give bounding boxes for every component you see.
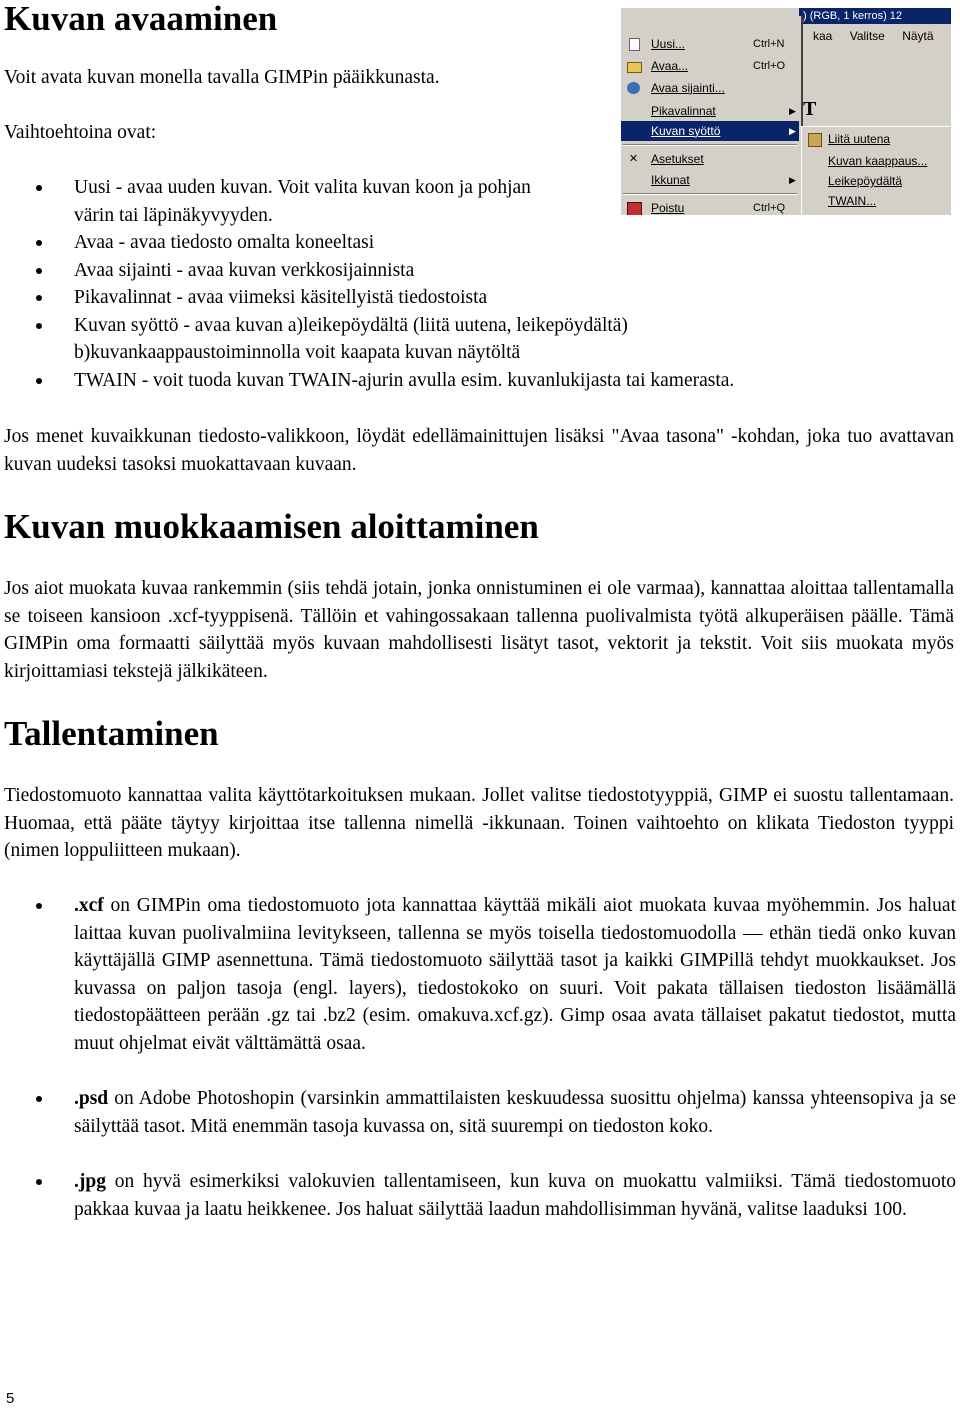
menu-item-new[interactable]: Uusi... Ctrl+N [621, 34, 799, 54]
globe-icon [627, 82, 640, 94]
file-menu [621, 16, 803, 215]
list-item: .jpg on hyvä esimerkiksi valokuvien tallentamiseen, kun kuva on muokattu valmiiksi. Tämä tiedostomuoto pakkaa kuvaa ja laatu heikkenee. Jos haluat säilyttää laadun mahdollisimman hyvänä, valitse laaduksi 100. [4, 1168, 956, 1223]
alternatives-label: Vaihtoehtoina ovat: [4, 122, 157, 143]
list-item: Avaa sijainti - avaa kuvan verkkosijainnista [4, 257, 904, 285]
list-item: .psd on Adobe Photoshopin (varsinkin ammattilaisten keskuudessa suosittu ohjelma) kanssa yhteensopiva ja se säilyttää tasot. Mitä enemmän tasoja kuvassa on, sitä suurempi on tiedoston koko. [4, 1085, 956, 1140]
heading-kuvan-avaaminen: Kuvan avaaminen [4, 0, 278, 38]
menu-item-windows[interactable]: Ikkunat ▶ [621, 170, 799, 190]
submenu-item-from-clipboard[interactable]: Leikepöydältä [828, 174, 903, 188]
file-format-list [4, 892, 956, 1251]
list-item: .xcf on GIMPin oma tiedostomuoto jota kannattaa käyttää mikäli aiot muokata kuvaa myöhemmin. Jos haluat laittaa kuvan puolivalmiina levitykseen, tallenna se myös toisella tiedostomuodolla — ethän tiedä onko kuvan käyttäjällä GIMP asennettuna. Tämä tiedostomuoto säilyttää tasot ja kaikki GIMPillä tehdyt muokkaukset. Jos kuvassa on paljon tasoja (engl. layers), tiedostokoko on suuri. Voit pakata tällaisen tiedoston lisäämällä tiedostopäätteen perään .gz tai .bz2 (esim. omakuva.xcf.gz). Gimp osaa avata tällaiset pakatut tiedostot, mutta muut ohjelmat eivät välttämättä osaa. [4, 892, 956, 1057]
list-item: Uusi - avaa uuden kuvan. Voit valita kuvan koon ja pohjan värin tai läpinäkyvyyden. [4, 174, 574, 229]
menu-kaa[interactable]: kaa [813, 29, 833, 43]
submenu-arrow-icon: ▶ [789, 106, 796, 116]
submenu-arrow-icon: ▶ [789, 175, 796, 185]
text-tool-icon: T [803, 98, 817, 120]
submenu-arrow-icon: ▶ [789, 126, 796, 136]
list-item: Kuvan syöttö - avaa kuvan a)leikepöydältä (liitä uutena, leikepöydältä) b)kuvankaappaustoiminnolla voit kaapata kuvan näytöltä [4, 312, 774, 367]
menu-nayta[interactable]: Näytä [902, 29, 934, 43]
clipboard-icon [808, 133, 822, 147]
menu-item-preferences[interactable]: ✕ Asetukset [628, 152, 704, 166]
list-item: TWAIN - voit tuoda kuvan TWAIN-ajurin avulla esim. kuvanlukijasta tai kamerasta. [4, 367, 904, 395]
menu-item-quit[interactable]: Poistu Ctrl+Q [621, 198, 799, 215]
menu-item-recent[interactable]: Pikavalinnat ▶ [621, 101, 799, 121]
intro-text: Voit avata kuvan monella tavalla GIMPin pääikkunasta. [4, 67, 440, 88]
list-item: Pikavalinnat - avaa viimeksi käsitellyistä tiedostoista [4, 284, 904, 312]
page-number: 5 [6, 1390, 15, 1407]
menu-item-open[interactable]: Avaa... Ctrl+O [621, 56, 799, 76]
open-folder-icon [627, 62, 642, 73]
submenu-item-paste-as-new[interactable]: Liitä uutena [802, 129, 951, 149]
saving-paragraph: Tiedostomuoto kannattaa valita käyttötarkoituksen mukaan. Jollet valitse tiedostotyyppiä, GIMP ei suostu tallentamaan. Huomaa, että pääte täytyy kirjoittaa itse tallenna nimellä -ikkunaan. Toinen vaihtoehto on klikata Tiedoston tyyppi (nimen loppuliitteen mukaan). [4, 785, 954, 861]
submenu-item-twain[interactable]: TWAIN... [828, 194, 877, 208]
new-file-icon [629, 38, 640, 51]
heading-kuvan-muokkaamisen-aloittaminen: Kuvan muokkaamisen aloittaminen [4, 507, 539, 546]
menu-valitse[interactable]: Valitse [849, 29, 885, 43]
editing-paragraph: Jos aiot muokata kuvaa rankemmin (siis tehdä jotain, jonka onnistuminen ei ole varmaa), kannattaa aloittaa tallentamalla se toiseen kansioon .xcf-tyyppisenä. Tällöin et vahingossakaan tallenna puolivalmista työtä alkuperäisen päälle. Tämä GIMPin oma formaatti säilyttää myös kuvaan mahdollisesti lisätyt tasot, vektorit ja tekstit. Voit siis muokata myös kirjoittamiasi tekstejä jälkikäteen. [4, 578, 954, 682]
window-titlebar: ) (RGB, 1 kerros) 12 [799, 8, 951, 24]
menubar [799, 24, 951, 48]
quit-icon [627, 202, 642, 215]
menu-item-acquire[interactable]: Kuvan syöttö ▶ [621, 121, 799, 141]
list-item: Avaa - avaa tiedosto omalta koneeltasi [4, 229, 904, 257]
menu-item-open-location[interactable]: Avaa sijainti... [621, 78, 799, 98]
acquire-submenu [801, 126, 951, 215]
gimp-file-menu-screenshot [621, 8, 951, 215]
tools-icon: ✕ [628, 153, 639, 165]
heading-tallentaminen: Tallentaminen [4, 714, 219, 753]
open-as-layer-paragraph: Jos menet kuvaikkunan tiedosto-valikkoon, löydät edellämainittujen lisäksi "Avaa tasona" -kohdan, joka tuo avattavan kuvan uudeksi tasoksi muokattavaan kuvaan. [4, 426, 954, 475]
submenu-item-screenshot[interactable]: Kuvan kaappaus... [828, 154, 928, 168]
